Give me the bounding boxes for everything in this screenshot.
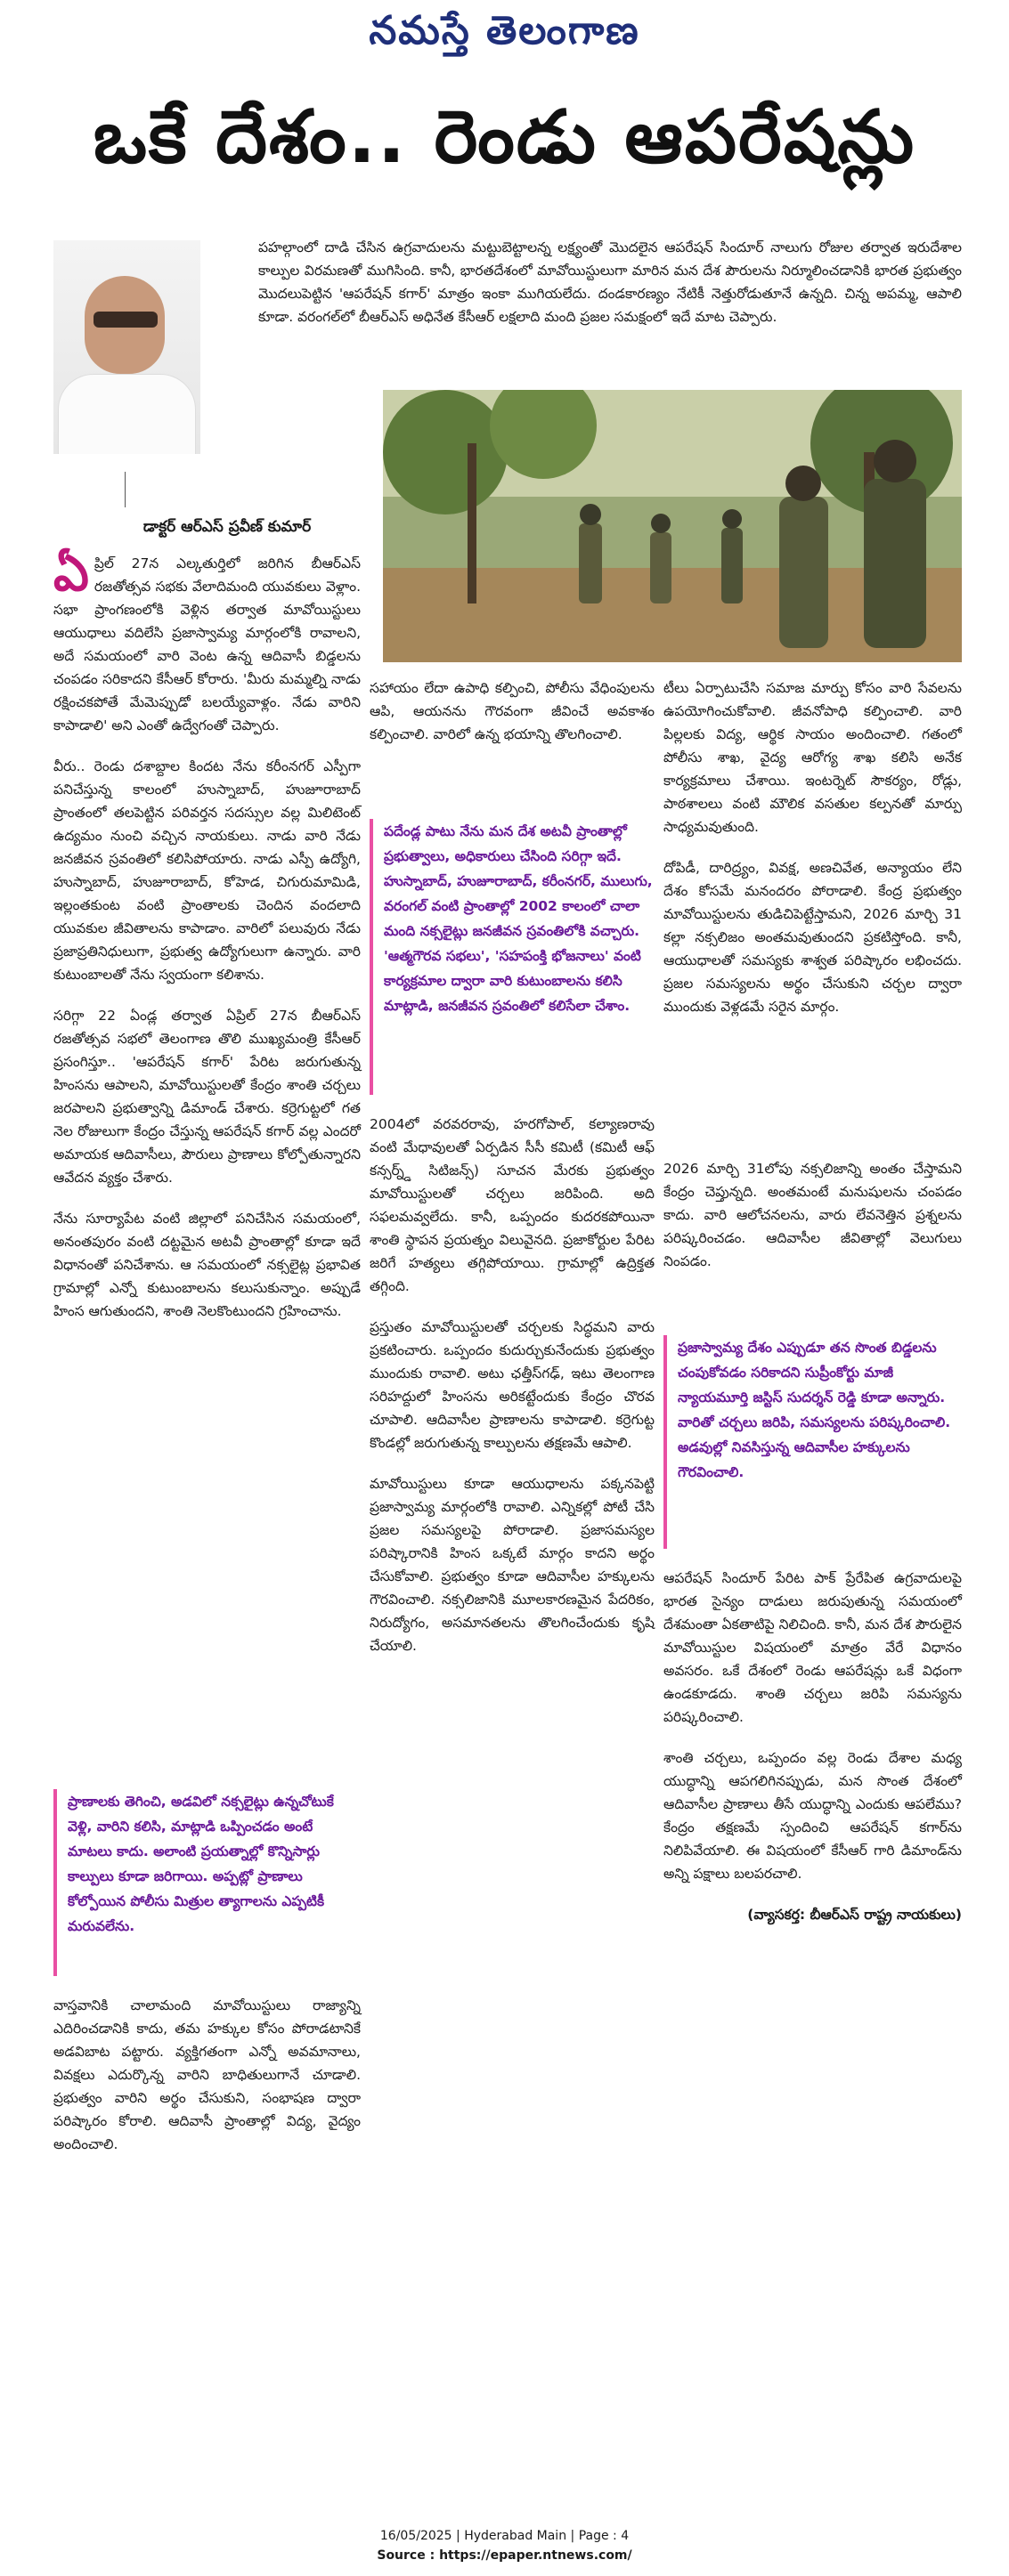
column-2 xyxy=(370,676,655,764)
author-name: డాక్టర్ ఆర్ఎస్ ప్రవీణ్ కుమార్ xyxy=(142,518,312,536)
pull-quote-1-text: ప్రాణాలకు తెగించి, అడవిలో నక్సలైట్లు ఉన్నచోటుకే వెళ్లి, వారిని కలిసి, మాట్లాడి ఒప్పించడం అంటే మాటలు కాదు. అలాంటి ప్రయత్నాల్లో కొన్నిసార్లు కాల్పులు కూడా జరిగాయి. అప్పట్లో ప్రాణాలు కోల్పోయిన పోలీసు మిత్రుల త్యాగాలను ఎప్పటికీ మరువలేను. xyxy=(68,1794,334,1934)
pull-quote-2-text: పదేండ్ల పాటు నేను మన దేశ అటవీ ప్రాంతాల్లో ప్రభుత్వాలు, అధికారులు చేసింది సరిగ్గా ఇదే. హుస్నాబాద్, హుజూరాబాద్, కరీంనగర్, ములుగు, వరంగల్ వంటి ప్రాంతాల్లో 2002 కాలంలో చాలా మంది నక్సలైట్లు జనజీవన స్రవంతిలోకి వచ్చారు. 'ఆత్మగౌరవ సభలు', 'సహపంక్తి భోజనాలు' వంటి కార్యక్రమాల ద్వారా వారి కుటుంబాలను కలిసి మాట్లాడి, జనజీవన స్రవంతిలో కలిసేలా చేశాం. xyxy=(384,823,653,1014)
col3-paragraph-2: దోపిడీ, దారిద్ర్యం, వివక్ష, అణచివేత, అన్యాయం లేని దేశం కోసమే మనందరం పోరాడాలి. కేంద్ర ప్రభుత్వం మావోయిస్టులను తుడిచిపెట్టేస్తామని, 2026 మార్చి 31 కల్లా నక్సలిజం అంతమవుతుందని ప్రకటిస్తోంది. కానీ, ఆయుధాలతో సమస్యకు శాశ్వత పరిష్కారం లభించదు. ప్రజల సమస్యలను అర్థం చేసుకుని చర్చల ద్వారా ముందుకు వెళ్లడమే సరైన మార్గం. xyxy=(663,860,962,1015)
pull-quote-3-text: ప్రజాస్వామ్య దేశం ఎప్పుడూ తన సొంత బిడ్డలను చంపుకోవడం సరికాదని సుప్రీంకోర్టు మాజీ న్యాయమూర్తి జస్టిస్ సుదర్శన్ రెడ్డి కూడా అన్నారు. వారితో చర్చలు జరిపి, సమస్యలను పరిష్కరించాలి. అడవుల్లో నివసిస్తున్న ఆదివాసీల హక్కులను గౌరవించాలి. xyxy=(678,1340,951,1480)
col1-paragraph-4: నేను సూర్యాపేట వంటి జిల్లాలో పనిచేసిన సమయంలో, అనంతపురం వంటి దట్టమైన అటవీ ప్రాంతాల్లో కూడా ఇదే విధానంతో పనిచేశాను. ఆ సమయంలో నక్సలైట్ల ప్రభావిత గ్రామాల్లో ఎన్నో కుటుంబాలను కలుసుకున్నాం. అప్పుడే హింస ఆగుతుందని, శాంతి నెలకొంటుందని గ్రహించాను. xyxy=(53,1211,361,1319)
col1-paragraph-1 xyxy=(53,545,361,737)
footer-meta: 16/05/2025 | Hyderabad Main | Page : 4 xyxy=(379,2529,630,2543)
headline-text: ఒకే దేశం.. రెండు ఆపరేషన్లు xyxy=(93,95,916,180)
author-photo xyxy=(53,240,200,454)
article-headline xyxy=(0,71,1009,205)
column-3-tail xyxy=(663,1567,962,1944)
col2-paragraph-4: మావోయిస్టులు కూడా ఆయుధాలను పక్కనపెట్టి ప్రజాస్వామ్య మార్గంలోకి రావాలి. ఎన్నికల్లో పోటీ చేసి ప్రజల సమస్యలపై పోరాడాలి. ప్రజాసమస్యల పరిష్కారానికి హింస ఒక్కటే మార్గం కాదని అర్థం చేసుకోవాలి. ప్రభుత్వం కూడా ఆదివాసీల హక్కులను గౌరవించాలి. నక్సలిజానికి మూలకారణమైన పేదరికం, నిరుద్యోగం, అసమానతలను తొలగించేందుకు కృషి చేయాలి. xyxy=(370,1476,655,1654)
col1-paragraph-5: వాస్తవానికి చాలామంది మావోయిస్టులు రాజ్యాన్ని ఎదిరించడానికి కాదు, తమ హక్కుల కోసం పోరాడటానికే అడవిబాట పట్టారు. వ్యక్తిగతంగా ఎన్నో అవమానాలు, వివక్షలు ఎదుర్కొన్న వారిని బాధితులుగానే చూడాలి. ప్రభుత్వం వారిని అర్థం చేసుకుని, సంభాషణ ద్వారా పరిష్కారం కోరాలి. ఆదివాసీ ప్రాంతాల్లో విద్య, వైద్యం అందించాలి. xyxy=(53,1997,361,2152)
pull-quote-1 xyxy=(53,1789,361,1976)
article-photo xyxy=(383,390,962,662)
col1-p1-text: ప్రిల్ 27న ఎల్కతుర్తిలో జరిగిన బీఆర్ఎస్ రజతోత్సవ సభకు వేలాదిమంది యువకులు వెళ్లాం. సభా ప్రాంగణంలోకి వెళ్లిన తర్వాత మావోయిస్టులు ఆయుధాలు వదిలేసి ప్రజాస్వామ్య మార్గంలోకి రావాలని, అదే సమయంలో వారి వెంట ఉన్న ఆదివాసీ బిడ్డలను చంపడం సరికాదని కేసీఆర్ కోరారు. 'మీరు మమ్మల్ని నాడు రక్షించకపోతే మేమెప్పుడో బలయ్యేవాళ్లం. నేడు వారిని కాపాడాలి' అని ఎంతో ఉద్వేగంతో చెప్పారు. xyxy=(53,555,361,733)
column-1 xyxy=(53,545,361,1341)
page-footer xyxy=(0,2526,1009,2565)
pull-quote-bar xyxy=(53,1789,57,1976)
col1-paragraph-3: సరిగ్గా 22 ఏండ్ల తర్వాత ఏప్రిల్ 27న బీఆర్ఎస్ రజతోత్సవ సభలో తెలంగాణ తొలి ముఖ్యమంత్రి కేసీఆర్ ప్రసంగిస్తూ.. 'ఆపరేషన్ కగార్' పేరిట జరుగుతున్న హింసను ఆపాలని, మావోయిస్టులతో కేంద్రం శాంతి చర్చలు జరపాలని ప్రభుత్వాన్ని డిమాండ్ చేశారు. కర్రెగుట్టలో గత నెల రోజులుగా కేంద్రం చేస్తున్న ఆపరేషన్ కగార్ వల్ల ఎందరో అమాయక ఆదివాసీలు, పౌరులు ప్రాణాలు కోల్పోతున్నారని ఆవేదన వ్యక్తం చేశారు. xyxy=(53,1008,361,1186)
column-2-tail xyxy=(370,1113,655,1675)
intro-paragraph: పహల్గాంలో దాడి చేసిన ఉగ్రవాదులను మట్టుబెట్టాలన్న లక్ష్యంతో మొదలైన ఆపరేషన్ సిందూర్ నాలుగు రోజుల తర్వాత ఇరుదేశాల కాల్పుల విరమణతో ముగిసింది. కానీ, భారతదేశంలో మావోయిస్టులుగా మారిన మన దేశ పౌరులను నిర్మూలించడానికి భారత ప్రభుత్వం మొదలుపెట్టిన 'ఆపరేషన్ కగార్' మాత్రం ఇంకా ముగియలేదు. దండకారణ్యం నేటికీ నెత్తురోడుతూనే ఉన్నది. చిన్న అపమ్మ, ఆపాలి కూడా. వరంగల్‌లో బీఆర్ఎస్ అధినేత కేసీఆర్ లక్షలాది మంది ప్రజల సమక్షంలో ఇదే మాట చెప్పారు. xyxy=(258,239,962,325)
col1-paragraph-2: వీరు.. రెండు దశాబ్దాల కిందట నేను కరీంనగర్ ఎస్పీగా పనిచేస్తున్న కాలంలో హుస్నాబాద్, హుజూరాబాద్ ప్రాంతంలో తలపెట్టిన పరివర్తన సదస్సుల వల్ల మిలిటెంట్ ఉద్యమం నుంచి వచ్చిన నాయకులు. నాడు వారి నేడు జనజీవన స్రవంతిలో కలిసిపోయారు. నాడు ఎస్పీ ఉద్యోగి, హుస్నాబాద్, హుజూరాబాద్, కోహెడ, చిగురుమామిడి, ఇల్లంతకుంట వంటి ప్రాంతాలకు చెందిన వందలాది యువకుల జీవితాలను కాపాడాం. వారిలో పలువురు నేడు ప్రజాప్రతినిధులుగా, ప్రభుత్వ ఉద్యోగులుగా ఉన్నారు. వారి కుటుంబాలతో నేను స్వయంగా కలిశాను. xyxy=(53,758,361,983)
forest-soldiers-illustration xyxy=(383,390,962,662)
col3-paragraph-3: 2026 మార్చి 31లోపు నక్సలిజాన్ని అంతం చేస్తామని కేంద్రం చెప్తున్నది. అంతమంటే మనుషులను చంపడం కాదు. వారి ఆలోచనలను, వారు లేవనెత్తిన ప్రశ్నలను పరిష్కరించడం. ఆదివాసీల జీవితాల్లో వెలుగులు నింపడం. xyxy=(663,1161,962,1269)
author-divider xyxy=(125,472,126,507)
column-3 xyxy=(663,676,962,1036)
author-shirt xyxy=(58,374,196,454)
dropcap: ఏ xyxy=(53,545,89,603)
masthead-title: నమస్తే తెలంగాణ xyxy=(369,8,640,53)
author-glasses xyxy=(94,312,158,328)
col3-paragraph-4: ఆపరేషన్ సిందూర్ పేరిట పాక్ ప్రేరేపిత ఉగ్రవాదులపై భారత సైన్యం దాడులు జరుపుతున్న సమయంలో దేశమంతా ఏకతాటిపై నిలిచింది. కానీ, మన దేశ పౌరులైన మావోయిస్టుల విషయంలో మాత్రం వేరే విధానం అవసరం. ఒకే దేశంలో రెండు ఆపరేషన్లు ఒకే విధంగా ఉండకూడదు. శాంతి చర్చలు జరిపి సమస్యను పరిష్కరించాలి. xyxy=(663,1570,962,1725)
col2-paragraph-2: 2004లో వరవరరావు, హరగోపాల్, కల్యాణరావు వంటి మేధావులతో ఏర్పడిన సీసీ కమిటీ (కమిటీ ఆఫ్ కన్సర్న్డ్ సిటిజన్స్) సూచన మేరకు ప్రభుత్వం మావోయిస్టులతో చర్చలు జరిపింది. అది సఫలమవ్వలేదు. కానీ, ఒప్పందం కుదరకపోయినా శాంతి స్థాపన ప్రయత్నం విలువైనది. ప్రజాకోర్టుల పేరిట జరిగే హత్యలు తగ్గిపోయాయి. గ్రామాల్లో ఉద్రిక్తత తగ్గింది. xyxy=(370,1116,655,1294)
pull-quote-bar xyxy=(370,819,373,1095)
column-1-tail xyxy=(53,1994,361,2174)
column-3-mid xyxy=(663,1157,962,1291)
masthead xyxy=(0,0,1009,62)
col3-paragraph-1: టీలు ఏర్పాటుచేసి సమాజ మార్పు కోసం వారి సేవలను ఉపయోగించుకోవాలి. జీవనోపాధి కల్పించాలి. వారి పిల్లలకు విద్య, ఆర్థిక సాయం అందించాలి. గతంలో పోలీసు శాఖ, వైద్య ఆరోగ్య శాఖ కలిసి అనేక కార్యక్రమాలు చేశాయి. ఇంటర్నెట్ సౌకర్యం, రోడ్లు, పాఠశాలలు వంటి మౌలిక వసతుల కల్పనతో మార్పు సాధ్యమవుతుంది. xyxy=(663,680,962,835)
col2-paragraph-1: సహాయం లేదా ఉపాధి కల్పించి, పోలీసు వేధింపులను ఆపి, ఆయనను గౌరవంగా జీవించే అవకాశం కల్పించాలి. వారిలో ఉన్న భయాన్ని తొలగించాలి. xyxy=(370,680,655,742)
footer-source: Source : https://epaper.ntnews.com/ xyxy=(377,2548,632,2563)
pull-quote-3 xyxy=(663,1335,962,1549)
col2-paragraph-3: ప్రస్తుతం మావోయిస్టులతో చర్చలకు సిద్ధమని వారు ప్రకటించారు. ఒప్పందం కుదుర్చుకునేందుకు ప్రభుత్వం ముందుకు రావాలి. అటు ఛత్తీస్‌గఢ్, ఇటు తెలంగాణ సరిహద్దులో హింసను అరికట్టేందుకు కేంద్రం చొరవ చూపాలి. ఆదివాసీల ప్రాణాలను కాపాడాలి. కర్రెగుట్ట కొండల్లో జరుగుతున్న కాల్పులను తక్షణమే ఆపాలి. xyxy=(370,1319,655,1451)
pull-quote-bar xyxy=(663,1335,667,1549)
col3-paragraph-5: శాంతి చర్చలు, ఒప్పందం వల్ల రెండు దేశాల మధ్య యుద్ధాన్ని ఆపగలిగినప్పుడు, మన సొంత దేశంలో ఆదివాసీల ప్రాణాలు తీసే యుద్ధాన్ని ఎందుకు ఆపలేము? కేంద్రం తక్షణమే స్పందించి ఆపరేషన్ కగార్‌ను నిలిపివేయాలి. ఈ విషయంలో కేసీఆర్ గారి డిమాండ్‌ను అన్ని పక్షాలు బలపరచాలి. xyxy=(663,1750,962,1882)
signoff: (వ్యాసకర్త: బీఆర్ఎస్ రాష్ట్ర నాయకులు) xyxy=(747,1907,962,1923)
pull-quote-2 xyxy=(370,819,655,1095)
